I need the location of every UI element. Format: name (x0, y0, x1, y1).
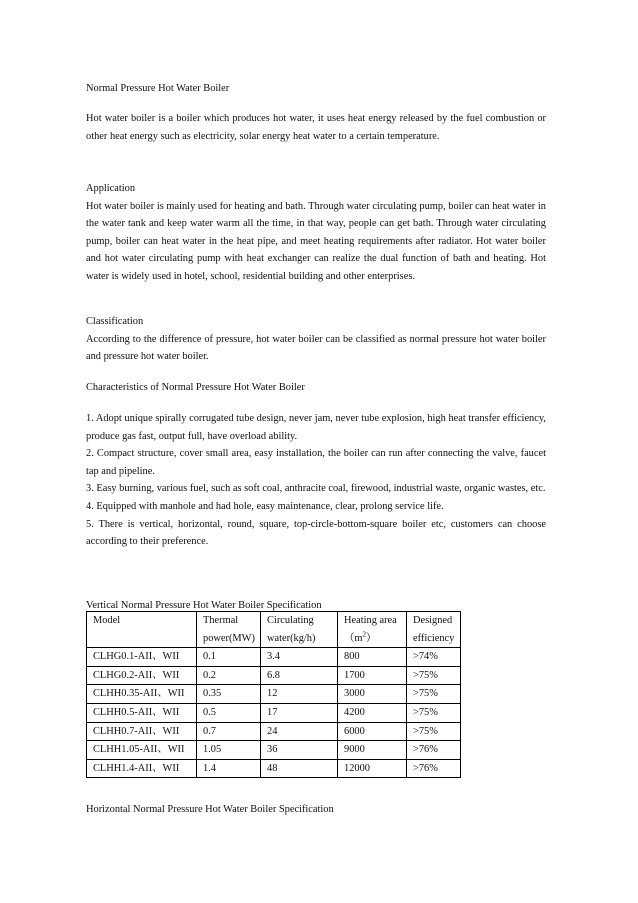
table-row (87, 666, 461, 685)
table-row (87, 648, 461, 667)
classification-heading: Classification (86, 316, 144, 327)
cell-model: CLHH1.4-AII、WII (87, 759, 197, 778)
classification-section (86, 313, 546, 366)
horizontal-table-caption: Horizontal Normal Pressure Hot Water Boiler Specification (86, 804, 334, 815)
characteristic-item: 1. Adopt unique spirally corrugated tube design, never jam, never tube explosion, high heat transfer efficiency, produce gas fast, output full, have overload ability. (86, 413, 546, 442)
characteristic-item: 5. There is vertical, horizontal, round, square, top-circle-bottom-square boiler etc, customers can choose according to their preference. (86, 518, 546, 548)
table-row (87, 759, 461, 778)
document-title: Normal Pressure Hot Water Boiler (86, 83, 230, 94)
cell-circulating: 48 (261, 759, 338, 778)
cell-circulating: 24 (261, 722, 338, 741)
cell-area: 6000 (338, 722, 407, 741)
cell-model: CLHH0.5-AII、WII (87, 703, 197, 722)
cell-circulating: 36 (261, 741, 338, 760)
cell-circulating: 12 (261, 685, 338, 704)
cell-circulating: 17 (261, 703, 338, 722)
vertical-spec-table (86, 611, 461, 778)
header-heating-unit: （m (344, 632, 363, 644)
header-heating-unit-sup: 2 (362, 630, 366, 639)
cell-efficiency: >75% (407, 703, 461, 722)
table-header-row (87, 612, 461, 648)
cell-area: 9000 (338, 741, 407, 760)
table-row (87, 741, 461, 760)
cell-efficiency: >76% (407, 759, 461, 778)
cell-thermal: 1.05 (197, 741, 261, 760)
characteristics-heading: Characteristics of Normal Pressure Hot Water Boiler (86, 382, 305, 393)
header-circulating: Circulating water(kg/h) (261, 612, 338, 648)
header-heating-unit-close: ） (365, 632, 377, 644)
cell-thermal: 0.5 (197, 703, 261, 722)
cell-thermal: 0.7 (197, 722, 261, 741)
characteristic-item: 2. Compact structure, cover small area, easy installation, the boiler can run after connecting the valve, faucet tap and pipeline. (86, 448, 546, 477)
cell-efficiency: >75% (407, 722, 461, 741)
cell-area: 12000 (338, 759, 407, 778)
cell-thermal: 0.35 (197, 685, 261, 704)
cell-model: CLHH1.05-AII、WII (87, 741, 197, 760)
cell-circulating: 3.4 (261, 648, 338, 667)
cell-model: CLHG0.2-AII、WII (87, 666, 197, 685)
cell-efficiency: >74% (407, 648, 461, 667)
cell-area: 1700 (338, 666, 407, 685)
cell-model: CLHH0.35-AII、WII (87, 685, 197, 704)
table-row (87, 685, 461, 704)
cell-efficiency: >75% (407, 666, 461, 685)
cell-thermal: 0.1 (197, 648, 261, 667)
cell-area: 800 (338, 648, 407, 667)
characteristics-list (86, 410, 546, 551)
vertical-table-caption: Vertical Normal Pressure Hot Water Boiler Specification (86, 600, 322, 611)
cell-thermal: 1.4 (197, 759, 261, 778)
cell-model: CLHH0.7-AII、WII (87, 722, 197, 741)
application-text: Hot water boiler is mainly used for heating and bath. Through water circulating pump, boiler can heat water in the water tank and keep water warm all the time, in that way, people can get bath. Through water circulating pump, boiler can heat water in the heat pipe, and meet heating requirements after radiator. Hot water boiler and hot water circulating pump with heat exchanger can realize the dual function of bath and heating. Hot water is widely used in hotel, school, residential building and other enterprises. (86, 200, 546, 282)
cell-efficiency: >76% (407, 741, 461, 760)
characteristic-item: 4. Equipped with manhole and had hole, easy maintenance, clear, prolong service life. (86, 500, 444, 512)
cell-circulating: 6.8 (261, 666, 338, 685)
table-row (87, 722, 461, 741)
cell-area: 3000 (338, 685, 407, 704)
application-section (86, 180, 546, 286)
application-heading: Application (86, 183, 136, 194)
header-efficiency: Designed efficiency (407, 612, 461, 648)
cell-model: CLHG0.1-AII、WII (87, 648, 197, 667)
characteristic-item: 3. Easy burning, various fuel, such as soft coal, anthracite coal, firewood, industrial waste, organic wastes, etc. (86, 483, 546, 495)
cell-efficiency: >75% (407, 685, 461, 704)
cell-area: 4200 (338, 703, 407, 722)
header-heating-area-label: Heating area (344, 615, 397, 626)
header-model: Model (87, 612, 197, 648)
header-thermal: Thermal power(MW) (197, 612, 261, 648)
cell-thermal: 0.2 (197, 666, 261, 685)
table-row (87, 703, 461, 722)
intro-paragraph: Hot water boiler is a boiler which produces hot water, it uses heat energy released by the fuel combustion or other heat energy such as electricity, solar energy heat water to a certain temperature. (86, 113, 546, 142)
header-heating-area (338, 612, 407, 648)
classification-text: According to the difference of pressure, hot water boiler can be classified as normal pressure hot water boiler and pressure hot water boiler. (86, 333, 546, 363)
